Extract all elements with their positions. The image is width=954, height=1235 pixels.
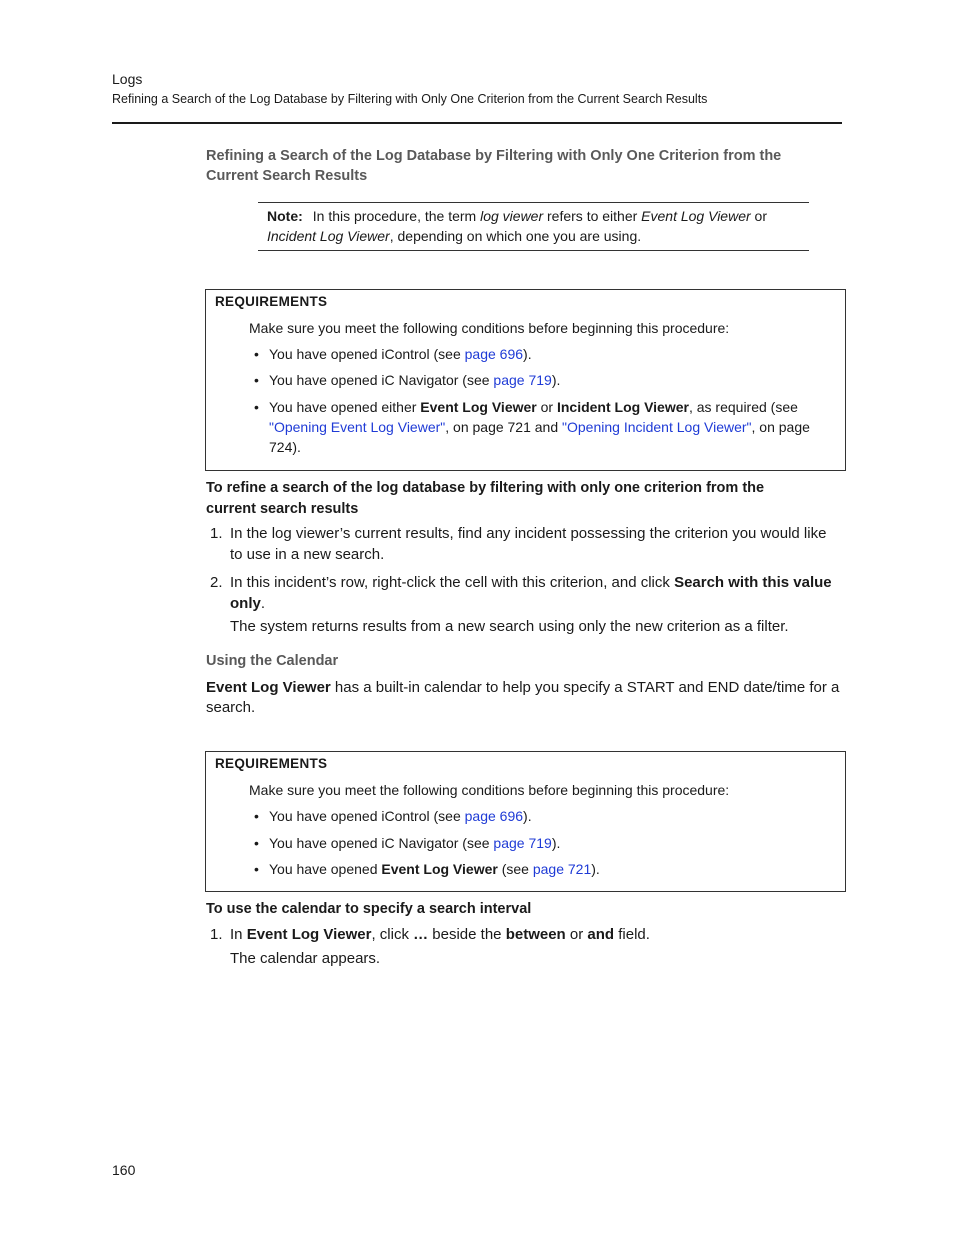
step-text: beside the <box>428 926 506 943</box>
requirement-text: ). <box>551 835 561 851</box>
header-divider <box>112 122 842 124</box>
cross-reference-link[interactable]: "Opening Incident Log Viewer" <box>562 419 752 435</box>
note-part: or <box>750 208 767 224</box>
requirements-title: REQUIREMENTS <box>215 294 328 309</box>
step-number: 1. <box>210 525 223 542</box>
step-text: . <box>260 595 266 612</box>
requirements-intro: Make sure you meet the following conditions before beginning this procedure: <box>249 782 730 798</box>
page-link[interactable]: page 696 <box>464 808 524 824</box>
ui-term-event-log-viewer: Event Log Viewer <box>246 926 372 943</box>
ui-term-incident-log-viewer: Incident Log Viewer <box>556 399 689 415</box>
requirement-text: (see <box>497 861 533 877</box>
procedure-title: To refine a search of the log database by filtering with only one criterion from the current search results <box>206 480 765 517</box>
requirements-intro: Make sure you meet the following conditions before beginning this procedure: <box>249 320 730 336</box>
requirement-text: You have opened iControl (see <box>269 808 465 824</box>
note-label: Note: <box>267 208 303 224</box>
procedure-title: To use the calendar to specify a search interval <box>206 901 532 917</box>
step-text: In <box>230 926 247 943</box>
page-link[interactable]: page 721 <box>532 861 592 877</box>
header-subtitle: Refining a Search of the Log Database by Filtering with Only One Criterion from the Current Search Results <box>112 92 708 106</box>
requirement-text: ). <box>523 808 532 824</box>
requirement-text: , on page 721 and <box>445 419 563 435</box>
subsection-heading: Using the Calendar <box>206 653 339 669</box>
requirement-text: You have opened either <box>269 399 421 415</box>
page-number: 160 <box>112 1162 136 1178</box>
step-text: In the log viewer’s current results, find any incident possessing the criterion you would like to use in a new search. <box>230 525 827 563</box>
step-result: The calendar appears. <box>230 950 381 967</box>
note-part: refers to either <box>543 208 642 224</box>
section-title: Refining a Search of the Log Database by Filtering with Only One Criterion from the Current Search Results <box>206 148 782 184</box>
requirement-text: ). <box>523 346 532 362</box>
ui-term-event-log-viewer: Event Log Viewer <box>206 679 331 696</box>
ellipsis-button-label: … <box>413 926 429 943</box>
requirement-text: , on page 724). <box>269 419 810 455</box>
requirement-text: , as required (see <box>688 399 798 415</box>
note-text <box>267 206 807 246</box>
bullet-icon: • <box>254 835 259 851</box>
requirement-text: You have opened iControl (see <box>269 346 465 362</box>
ui-term-event-log-viewer: Event Log Viewer <box>420 399 537 415</box>
step-text: field. <box>614 926 650 943</box>
requirements-box <box>205 751 846 892</box>
ui-term-between: between <box>505 926 566 943</box>
description-text: has a built-in calendar to help you specify a START and END date/time for a search. <box>206 679 840 716</box>
page-link[interactable]: page 719 <box>493 372 552 388</box>
calendar-description <box>206 678 842 718</box>
header-chapter: Logs <box>112 71 143 87</box>
note-part: , depending on which one you are using. <box>389 228 642 244</box>
ui-term-event-log-viewer: Event Log Viewer <box>381 861 498 877</box>
step-text: , click <box>371 926 414 943</box>
requirements-box <box>205 289 846 471</box>
step-number: 2. <box>210 574 223 591</box>
procedure-step <box>210 572 842 614</box>
requirement-text: You have opened iC Navigator (see <box>269 372 494 388</box>
step-text: In this incident’s row, right-click the cell with this criterion, and click <box>230 574 675 591</box>
bullet-icon: • <box>254 861 259 877</box>
step-result: The system returns results from a new search using only the new criterion as a filter. <box>230 618 789 635</box>
requirement-text: or <box>536 399 557 415</box>
requirement-text: ). <box>551 372 561 388</box>
procedure-step <box>210 523 842 565</box>
cross-reference-link[interactable]: "Opening Event Log Viewer" <box>269 419 446 435</box>
step-number: 1. <box>210 926 223 943</box>
note-part: In this procedure, the term <box>312 208 481 224</box>
requirement-text: You have opened iC Navigator (see <box>269 835 494 851</box>
requirements-title: REQUIREMENTS <box>215 756 328 771</box>
bullet-icon: • <box>254 399 259 415</box>
page-link[interactable]: page 696 <box>464 346 524 362</box>
requirement-text: You have opened <box>269 861 382 877</box>
bullet-icon: • <box>254 808 259 824</box>
ui-term-and: and <box>587 926 615 943</box>
page-link[interactable]: page 719 <box>493 835 552 851</box>
note-box <box>258 202 809 251</box>
note-term-event-log-viewer: Event Log Viewer <box>641 208 751 224</box>
bullet-icon: • <box>254 372 259 388</box>
ui-term-search-with-this-value-only: Search with this value only <box>230 574 832 612</box>
bullet-icon: • <box>254 346 259 362</box>
requirement-text: ). <box>591 861 600 877</box>
note-term-log-viewer: log viewer <box>480 208 544 224</box>
procedure-step <box>210 924 842 945</box>
note-term-incident-log-viewer: Incident Log Viewer <box>267 228 390 244</box>
step-text: or <box>565 926 588 943</box>
